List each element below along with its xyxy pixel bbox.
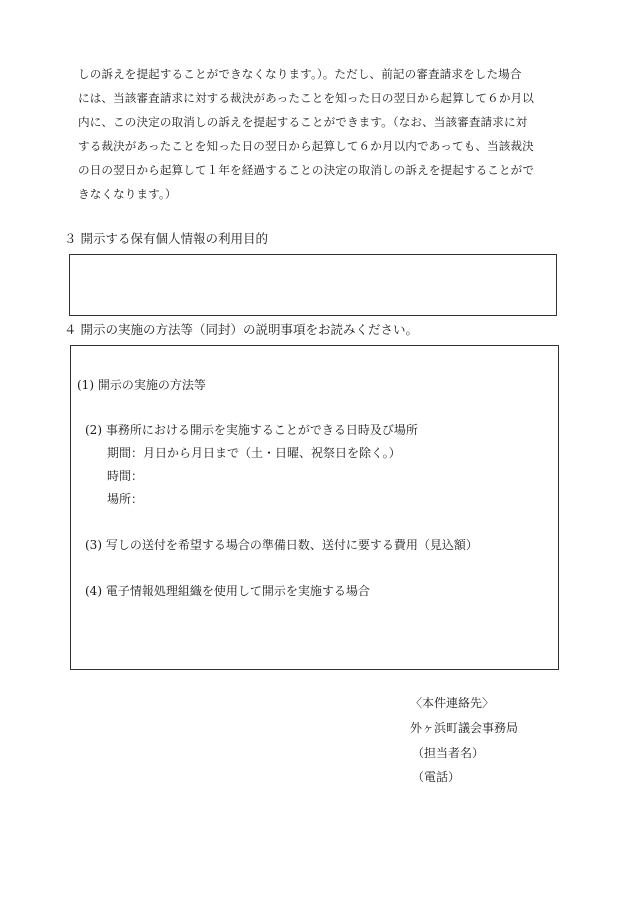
contact-person: （担当者名） bbox=[412, 746, 485, 760]
item1-label: (1) 開示の実施の方法等 bbox=[77, 378, 206, 392]
section4-title: ４ 開示の実施の方法等（同封）の説明事項をお読みください。 bbox=[64, 322, 418, 337]
period-label: 期間：月日から月日まで（土・日曜、祝祭日を除く。） bbox=[107, 446, 401, 460]
contact-office: 外ヶ浜町議会事務局 bbox=[410, 721, 519, 735]
intro-line: しの訴えを提起することができなくなります。）。ただし、前記の審査請求をした場合 bbox=[78, 67, 522, 81]
place-label: 場所： bbox=[107, 492, 144, 506]
intro-paragraph bbox=[78, 62, 578, 206]
item2-label: (2) 事務所における開示を実施することができる日時及び場所 bbox=[85, 423, 418, 437]
intro-line: きなくなります。） bbox=[78, 187, 177, 201]
section3-title: ３ 開示する保有個人情報の利用目的 bbox=[64, 231, 268, 246]
intro-line: 内に、この決定の取消しの訴えを提起することができます。（なお、当該審査請求に対 bbox=[78, 115, 528, 129]
time-label: 時間： bbox=[107, 469, 144, 483]
intro-line: する裁決があったことを知った日の翌日から起算して６か月以内であっても、当該裁決 bbox=[78, 139, 534, 153]
purpose-box bbox=[69, 254, 557, 316]
item3-label: (3) 写しの送付を希望する場合の準備日数、送付に要する費用（見込額） bbox=[85, 538, 478, 552]
contact-heading: 〈本件連絡先〉 bbox=[410, 696, 495, 710]
item4-label: (4) 電子情報処理組織を使用して開示を実施する場合 bbox=[85, 584, 370, 598]
contact-phone: （電話） bbox=[412, 770, 461, 784]
intro-line: の日の翌日から起算して１年を経過することの決定の取消しの訴えを提起することがで bbox=[78, 163, 535, 177]
intro-line: には、当該審査請求に対する裁決があったことを知った日の翌日から起算して６か月以 bbox=[78, 91, 534, 105]
method-box bbox=[70, 345, 559, 670]
